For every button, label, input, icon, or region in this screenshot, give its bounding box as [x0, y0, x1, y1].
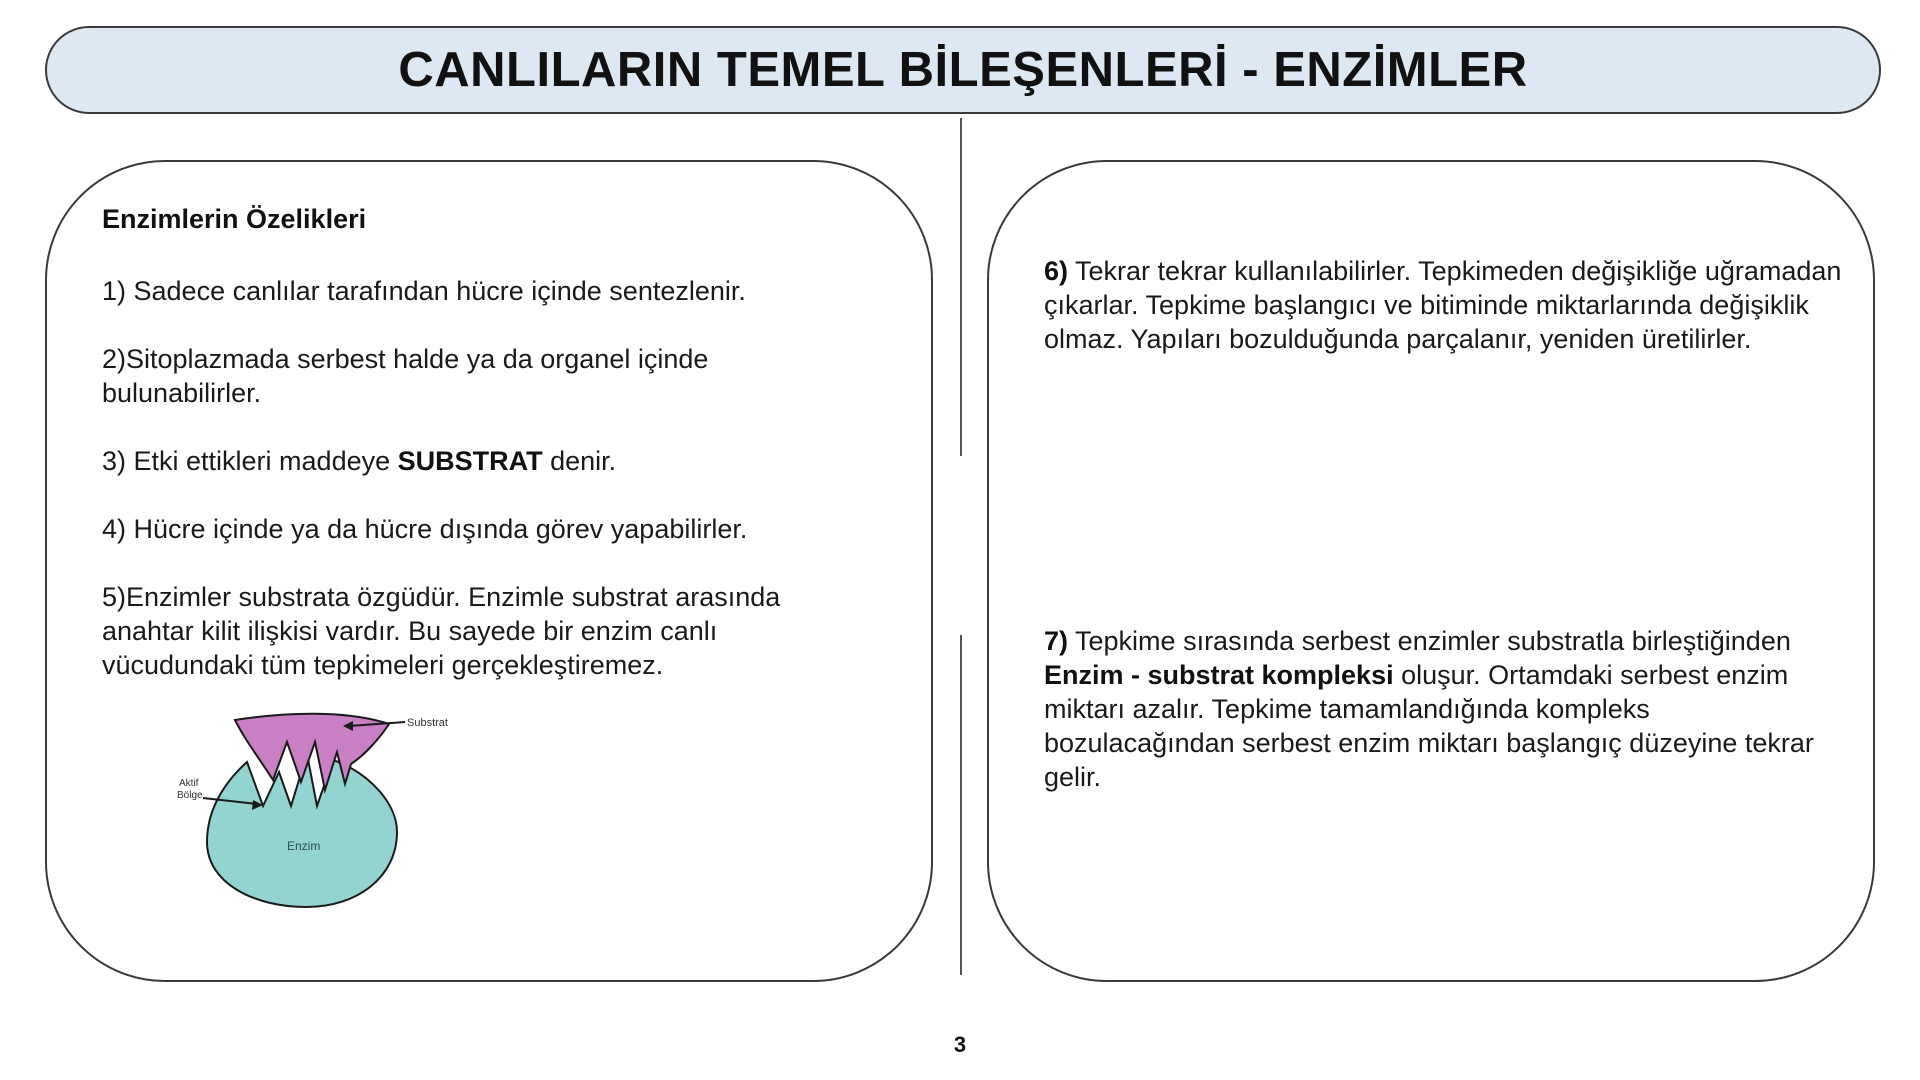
substrate-label: Substrat — [407, 717, 448, 729]
property-item-3 — [102, 444, 862, 478]
property-item-7 — [1044, 624, 1844, 794]
item-7-post: oluşur. Ortamdaki serbest enzim miktarı azalır. Tepkime tamamlandığında kompleks bozulacağından serbest enzim miktarı başlangıç düzeyine tekrar gelir. — [1044, 660, 1814, 792]
center-divider-top — [960, 118, 962, 456]
item-7-number: 7) — [1044, 626, 1069, 656]
right-panel — [987, 160, 1875, 982]
panel-heading: Enzimlerin Özelikleri — [102, 204, 367, 234]
property-item-3-post: denir. — [542, 446, 617, 476]
property-item-3-pre: 3) Etki ettikleri maddeye — [102, 446, 398, 476]
page-number: 3 — [953, 1032, 967, 1057]
property-item-5: 5)Enzimler substrata özgüdür. Enzimle substrat arasında anahtar kilit ilişkisi vardır. Bu sayede bir enzim canlı vücudundaki tüm tepkimeleri gerçekleştiremez. — [102, 582, 781, 680]
property-item-2: 2)Sitoplazmada serbest halde ya da organel içinde bulunabilirler. — [102, 344, 709, 408]
complex-term: Enzim - substrat kompleksi — [1044, 660, 1394, 690]
property-item-6 — [1044, 254, 1844, 356]
item-7-pre: Tepkime sırasında serbest enzimler substratla birleştiğinden — [1068, 626, 1791, 656]
active-site-label-2: Bölge — [177, 790, 203, 801]
left-panel — [45, 160, 933, 982]
title-banner — [45, 26, 1881, 114]
property-item-4: 4) Hücre içinde ya da hücre dışında görev yapabilirler. — [102, 514, 748, 544]
page-title: CANLILARIN TEMEL BİLEŞENLERİ - ENZİMLER — [398, 43, 1528, 97]
item-6-number: 6) — [1044, 256, 1069, 286]
item-6-text: Tekrar tekrar kullanılabilirler. Tepkimeden değişikliğe uğramadan çıkarlar. Tepkime başlangıcı ve bitiminde miktarlarında değişiklik olmaz. Yapıları bozulduğunda parçalanır, yeniden üretilirler. — [1044, 256, 1842, 354]
substrat-term: SUBSTRAT — [397, 446, 543, 476]
enzyme-substrate-diagram — [167, 702, 497, 922]
enzyme-label: Enzim — [287, 839, 321, 853]
center-divider-bottom — [960, 635, 962, 975]
active-site-label-1: Aktif — [179, 778, 199, 789]
property-item-1: 1) Sadece canlılar tarafından hücre içinde sentezlenir. — [102, 276, 746, 306]
